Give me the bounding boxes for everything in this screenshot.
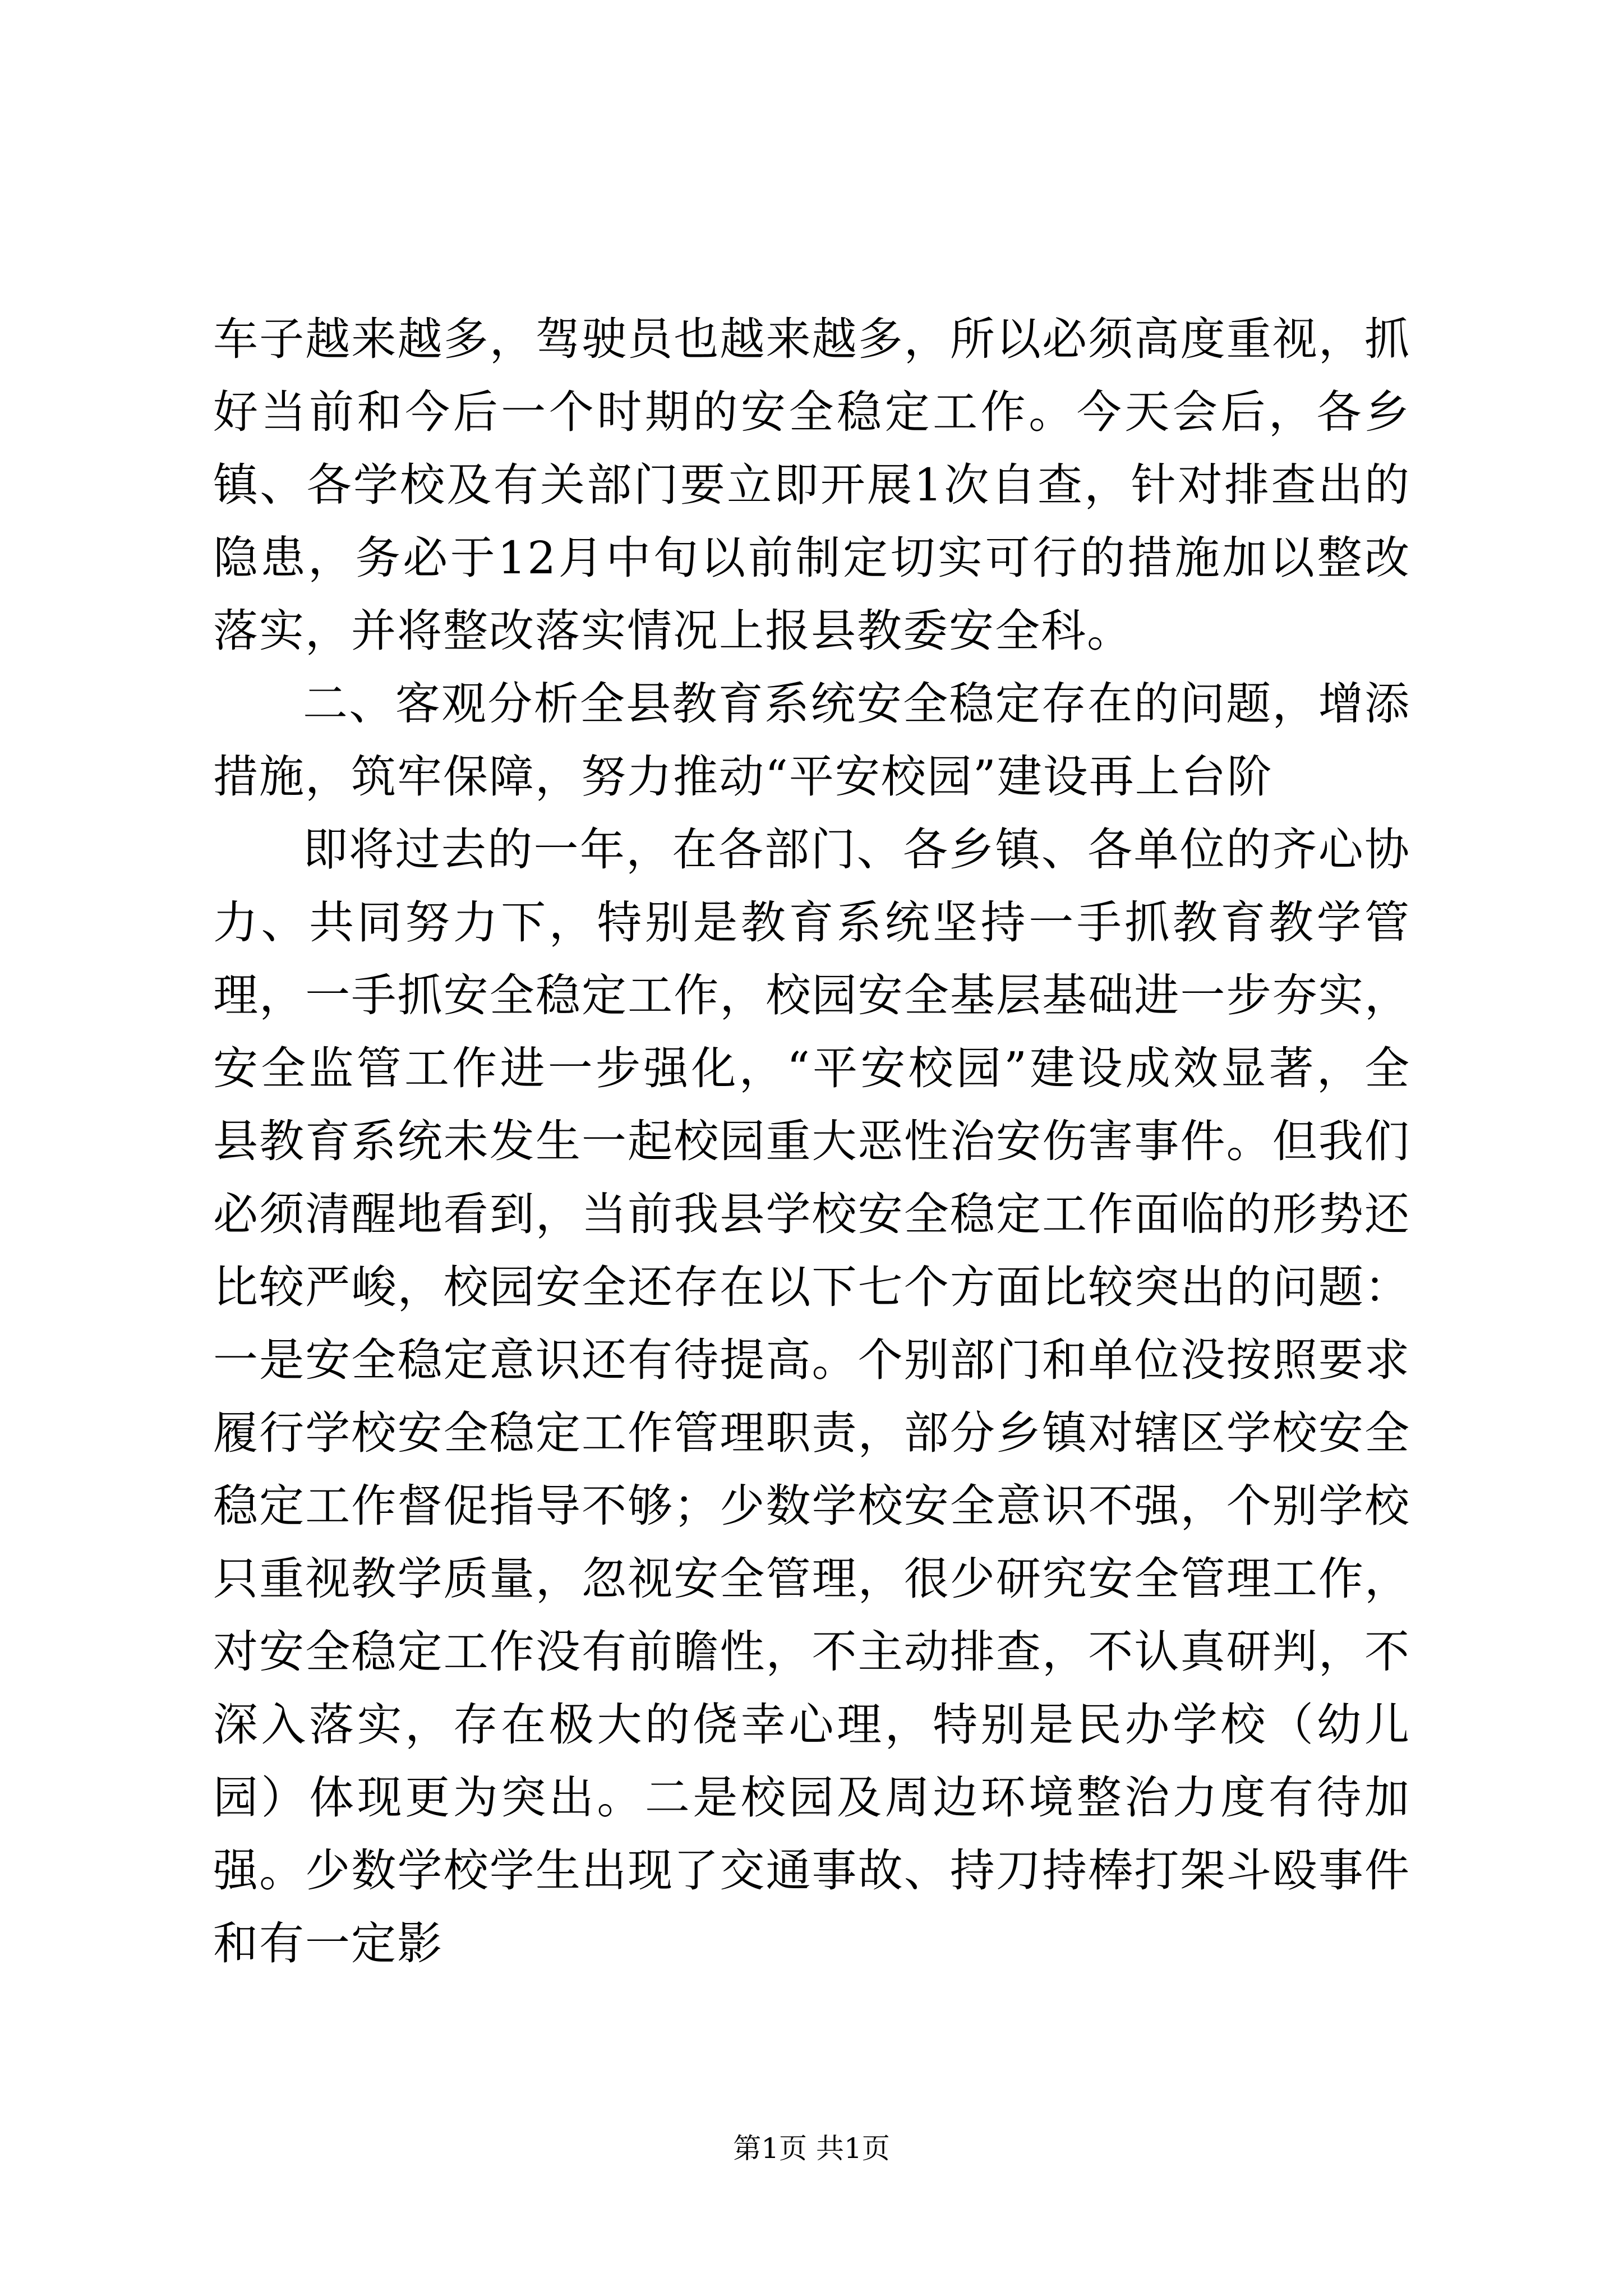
document-body — [213, 303, 1410, 1980]
page-footer: 第1页 共1页 — [733, 2132, 890, 2165]
paragraph-1: 车子越来越多，驾驶员也越来越多，所以必须高度重视，抓好当前和今后一个时期的安全稳定工作。今天会后，各乡镇、各学校及有关部门要立即开展1次自查，针对排查出的隐患，务必于12月中旬以前制定切实可行的措施加以整改落实，并将整改落实情况上报县教委安全科。 — [213, 313, 1410, 657]
paragraph-2-heading: 二、客观分析全县教育系统安全稳定存在的问题，增添措施，筑牢保障，努力推动“平安校园”建设再上台阶 — [213, 678, 1410, 803]
paragraph-3: 即将过去的一年，在各部门、各乡镇、各单位的齐心协力、共同努力下，特别是教育系统坚持一手抓教育教学管理，一手抓安全稳定工作，校园安全基层基础进一步夯实，安全监管工作进一步强化，“平安校园”建设成效显著，全县教育系统未发生一起校园重大恶性治安伤害事件。但我们必须清醒地看到，当前我县学校安全稳定工作面临的形势还比较严峻，校园安全还存在以下七个方面比较突出的问题：一是安全稳定意识还有待提高。个别部门和单位没按照要求履行学校安全稳定工作管理职责，部分乡镇对辖区学校安全稳定工作督促指导不够；少数学校安全意识不强，个别学校只重视教学质量，忽视安全管理，很少研究安全管理工作，对安全稳定工作没有前瞻性，不主动排查，不认真研判，不深入落实，存在极大的侥幸心理，特别是民办学校（幼儿园）体现更为突出。二是校园及周边环境整治力度有待加强。少数学校学生出现了交通事故、持刀持棒打架斗殴事件和有一定影 — [213, 823, 1410, 1970]
